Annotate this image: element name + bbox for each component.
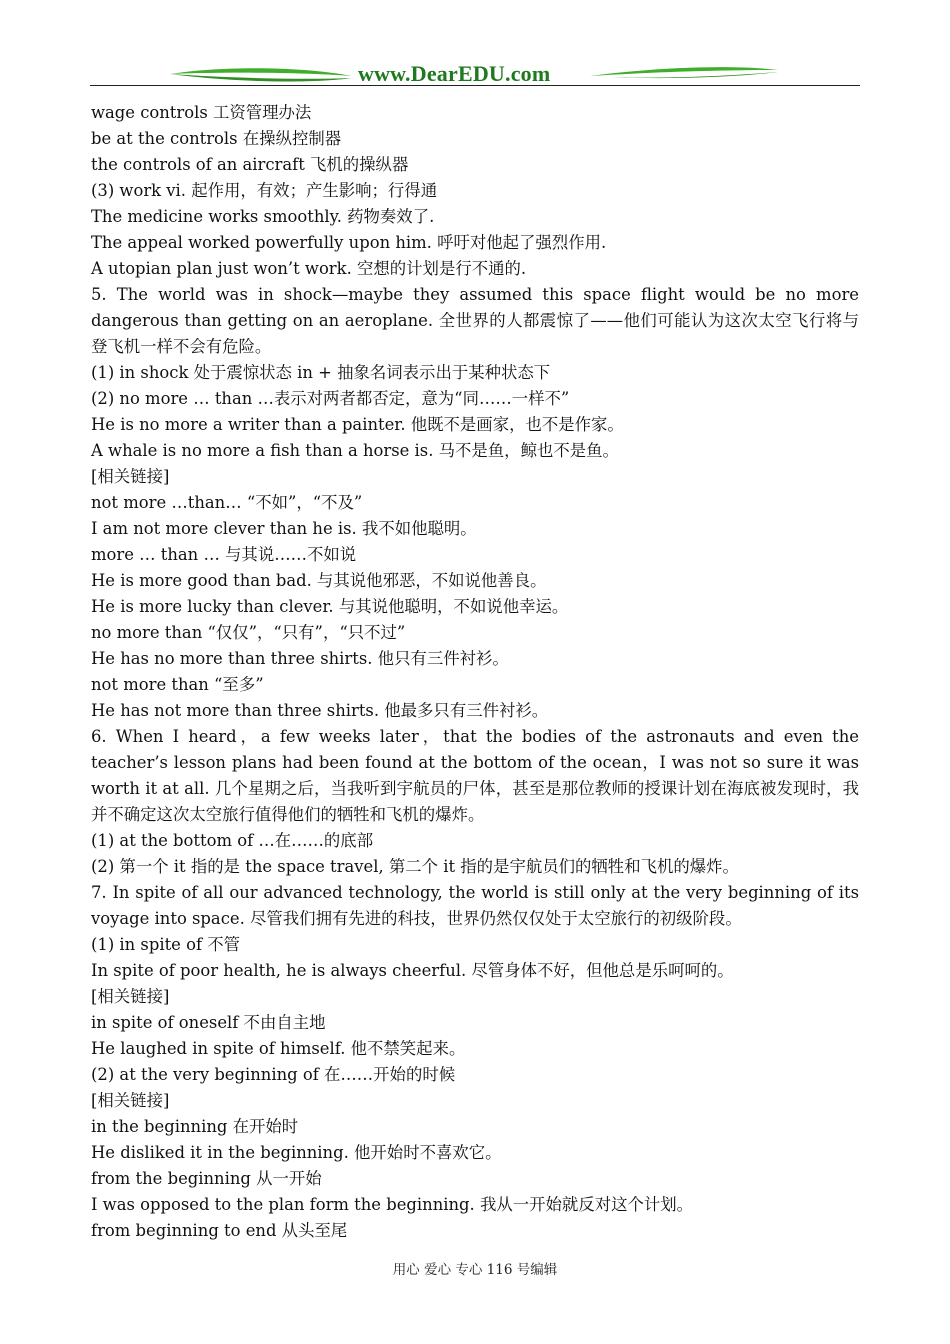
text-line: I was opposed to the plan form the beginning. 我从一开始就反对这个计划。 [91, 1195, 694, 1214]
text-line: be at the controls 在操纵控制器 [91, 129, 342, 148]
text-line: The medicine works smoothly. 药物奏效了. [91, 207, 435, 226]
paragraph: 7. In spite of all our advanced technology, the world is still only at the very beginning of its voyage into space. 尽管我们拥有先进的科技，世界仍然仅仅处于太空旅行的初级阶段。 [91, 883, 859, 928]
text-line: not more than “至多” [91, 675, 264, 694]
text-line: (1) in shock 处于震惊状态 in + 抽象名词表示出于某种状态下 [91, 363, 551, 382]
text-line: (2) no more … than …表示对两者都否定，意为“同……一样不” [91, 389, 570, 408]
text-line: He is no more a writer than a painter. 他既不是画家，也不是作家。 [91, 415, 624, 434]
text-line: from beginning to end 从头至尾 [91, 1221, 348, 1240]
text-line: in the beginning 在开始时 [91, 1117, 299, 1136]
header-brand[interactable]: www.DearEDU.com [358, 61, 551, 86]
text-line: (2) 第一个 it 指的是 the space travel, 第二个 it 指的是宇航员们的牺牲和飞机的爆炸。 [91, 857, 739, 876]
text-line: not more …than… “不如”，“不及” [91, 493, 363, 512]
text-line: He disliked it in the beginning. 他开始时不喜欢它。 [91, 1143, 502, 1162]
header-rule [90, 85, 860, 86]
text-line: (1) at the bottom of …在……的底部 [91, 831, 374, 850]
text-line: (2) at the very beginning of 在……开始的时候 [91, 1065, 456, 1084]
text-line: (1) in spite of 不管 [91, 935, 241, 954]
text-line: He is more lucky than clever. 与其说他聪明，不如说他幸运。 [91, 597, 569, 616]
text-line: (3) work vi. 起作用，有效；产生影响；行得通 [91, 181, 438, 200]
page-header [90, 60, 860, 90]
paragraph: 5. The world was in shock—maybe they assumed this space flight would be no more dangerous than getting on an aeroplane. 全世界的人都震惊了——他们可能认为这次太空飞行将与登飞机一样不会有危险。 [91, 285, 859, 356]
text-line: A whale is no more a fish than a horse is. 马不是鱼，鲸也不是鱼。 [91, 441, 619, 460]
text-line: He laughed in spite of himself. 他不禁笑起来。 [91, 1039, 466, 1058]
text-line: I am not more clever than he is. 我不如他聪明。 [91, 519, 477, 538]
document-body [91, 100, 859, 1244]
text-line: [相关链接] [91, 1091, 170, 1110]
paragraph: 6. When I heard，a few weeks later，that the bodies of the astronauts and even the teacher’s lesson plans had been found at the bottom of the ocean，I was not so sure it was worth it at all. 几个星期之后，当我听到宇航员的尸体，甚至是那位教师的授课计划在海底被发现时，我并不确定这次太空旅行值得他们的牺牲和飞机的爆炸。 [91, 727, 859, 824]
text-line: He is more good than bad. 与其说他邪恶，不如说他善良。 [91, 571, 547, 590]
text-line: [相关链接] [91, 467, 170, 486]
text-line: more … than … 与其说……不如说 [91, 545, 357, 564]
text-line: He has no more than three shirts. 他只有三件衬衫。 [91, 649, 509, 668]
text-line: A utopian plan just won’t work. 空想的计划是行不通的. [91, 259, 527, 278]
text-line: from the beginning 从一开始 [91, 1169, 322, 1188]
text-line: wage controls 工资管理办法 [91, 103, 312, 122]
page-footer: 用心 爱心 专心 116 号编辑 [392, 1262, 558, 1278]
text-line: the controls of an aircraft 飞机的操纵器 [91, 155, 409, 174]
text-line: He has not more than three shirts. 他最多只有三件衬衫。 [91, 701, 549, 720]
text-line: in spite of oneself 不由自主地 [91, 1013, 326, 1032]
text-line: [相关链接] [91, 987, 170, 1006]
text-line: In spite of poor health, he is always cheerful. 尽管身体不好，但他总是乐呵呵的。 [91, 961, 734, 980]
text-line: no more than “仅仅”，“只有”，“只不过” [91, 623, 406, 642]
text-line: The appeal worked powerfully upon him. 呼吁对他起了强烈作用. [91, 233, 607, 252]
